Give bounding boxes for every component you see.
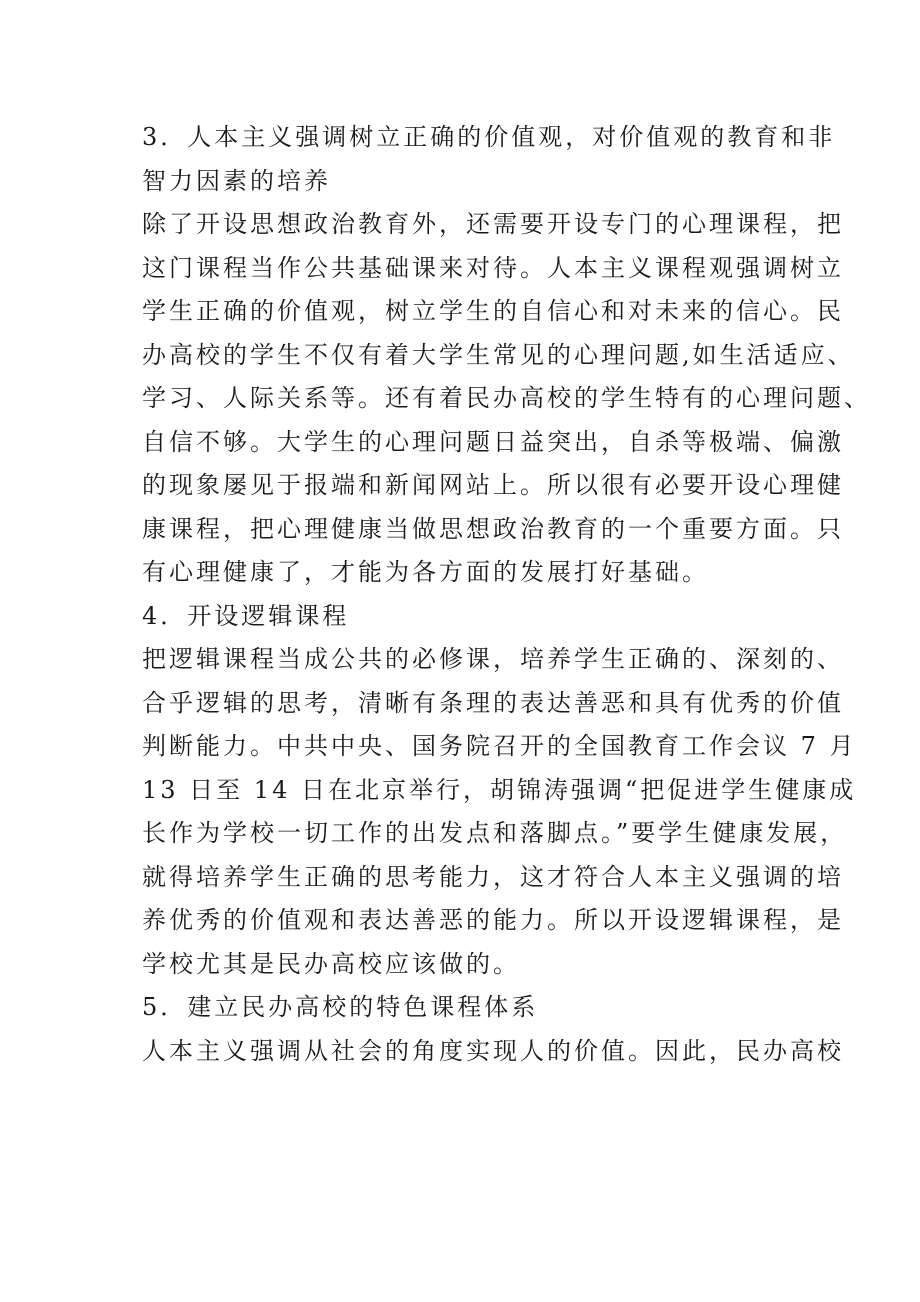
paragraph-line: 判断能力。中共中央、国务院召开的全国教育工作会议 7 月 <box>142 732 857 760</box>
heading-3: 3．人本主义强调树立正确的价值观，对价值观的教育和非 <box>142 123 836 151</box>
paragraph-line: 人本主义强调从社会的角度实现人的价值。因此，民办高校 <box>142 1036 844 1065</box>
paragraph-line: 学生正确的价值观，树立学生的自信心和对未来的信心。民 <box>142 297 844 325</box>
paragraph-line: 这门课程当作公共基础课来对待。人本主义课程观强调树立 <box>142 253 844 282</box>
paragraph-line: 13 日至 14 日在北京举行，胡锦涛强调“把促进学生健康成 <box>142 775 857 804</box>
paragraph-line: 养优秀的价值观和表达善恶的能力。所以开设逻辑课程，是 <box>142 906 844 934</box>
heading-4: 4．开设逻辑课程 <box>142 601 350 630</box>
paragraph-line: 长作为学校一切工作的出发点和落脚点。”要学生健康发展， <box>142 819 848 847</box>
paragraph-line: 除了开设思想政治教育外，还需要开设专门的心理课程，把 <box>142 210 844 238</box>
document-body <box>142 116 871 1073</box>
paragraph-line: 合乎逻辑的思考，清晰有条理的表达善恶和具有优秀的价值 <box>142 688 844 717</box>
paragraph-line: 办高校的学生不仅有着大学生常见的心理问题,如生活适应、 <box>142 340 855 369</box>
paragraph-line: 把逻辑课程当成公共的必修课，培养学生正确的、深刻的、 <box>142 645 844 673</box>
heading-5: 5．建立民办高校的特色课程体系 <box>142 993 539 1021</box>
paragraph-line: 康课程，把心理健康当做思想政治教育的一个重要方面。只 <box>142 514 844 543</box>
heading-3-continued: 智力因素的培养 <box>142 166 331 195</box>
paragraph-line: 学校尤其是民办高校应该做的。 <box>142 949 520 978</box>
paragraph-line: 学习、人际关系等。还有着民办高校的学生特有的心理问题、 <box>142 384 871 412</box>
paragraph-line: 有心理健康了，才能为各方面的发展打好基础。 <box>142 558 709 586</box>
paragraph-line: 自信不够。大学生的心理问题日益突出，自杀等极端、偏激 <box>142 427 844 456</box>
paragraph-line: 就得培养学生正确的思考能力，这才符合人本主义强调的培 <box>142 862 844 891</box>
paragraph-line: 的现象屡见于报端和新闻网站上。所以很有必要开设心理健 <box>142 471 844 499</box>
